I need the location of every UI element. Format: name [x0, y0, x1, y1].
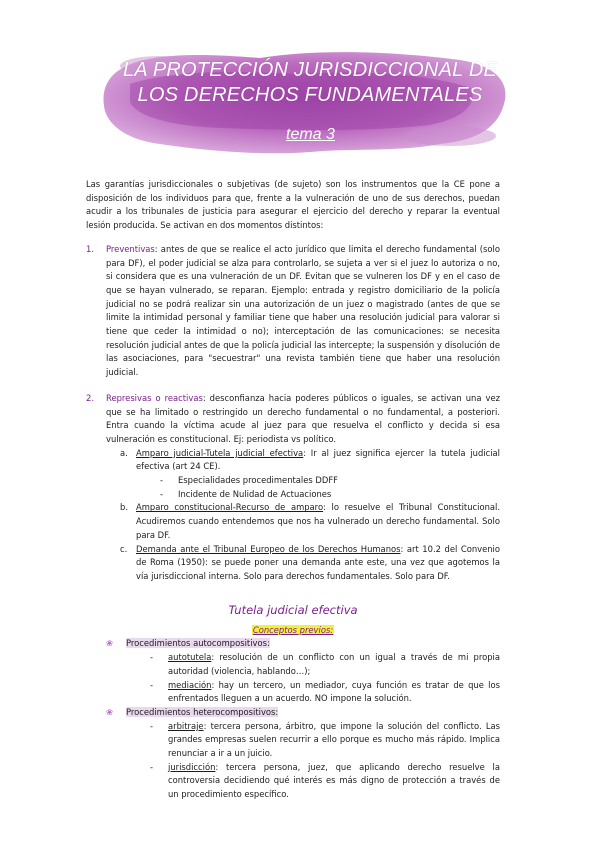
dash-bullet: -: [150, 652, 154, 663]
subitem-title: Amparo constitucional-Recurso de amparo: [136, 502, 324, 513]
dash-bullet: -: [160, 475, 164, 486]
item-text: : antes de que se realice el acto jurídico que limita el derecho fundamental (solo para DF), el poder judicial se alza para controlarlo, se sujeta a ver si el juez lo autoriza o no, si considera que es una vulneración de un DF. Evitan que se vulneren los DF y en el caso de que se hayan vulnerado, se reparan. Ejemplo: entrada y registro domiciliario de la policía judicial no se podrá realizar sin una autorización de un juez o magistrado (antes de que se limite la intimidad personal y familiar tiene que haber una resolución judicial para valorar si tiene que ceder la intimidad o no); interceptación de las comunicaciones: se necesita resolución judicial antes de que la policía judicial las intercepte; la suspensión y disolución de las asociaciones, para "secuestrar" una revista también tiene que haber una resolución judicial.: [106, 243, 500, 378]
subitem-title: Demanda ante el Tribunal Europeo de los Derechos Humanos: [136, 543, 401, 554]
procedure-entry: [86, 679, 500, 706]
title-line-2: LOS DERECHOS FUNDAMENTALES: [137, 84, 483, 106]
procedure-text: : tercera persona, árbitro, que impone la solución del conflicto. Las grandes empresas suelen recurrir a ello porque es mucho más rápido. Implica renunciar a ir a un juicio.: [168, 720, 500, 759]
dash-bullet: -: [150, 720, 154, 731]
dash-item: [86, 488, 500, 502]
list-number: 2.: [86, 392, 94, 403]
procedure-group-heading: [86, 706, 500, 720]
procedure-text: : tercera persona, juez, que aplicando derecho resuelve la controversia decidiendo qué interés es más digno de protección a través de un procedimiento específico.: [168, 761, 500, 800]
previous-concepts-heading: [86, 624, 500, 638]
list-number: 1.: [86, 243, 94, 254]
subitem-text: : Ir al juez significa ejercer la tutela judicial efectiva (art 24 CE).: [136, 447, 500, 472]
procedure-text: : hay un tercero, un mediador, cuya función es tratar de que los enfrentados lleguen a un acuerdo. NO impone la solución.: [168, 679, 500, 704]
title-line-1: LA PROTECCIÓN JURISDICCIONAL DE: [122, 59, 498, 81]
list-item-represivas: [86, 392, 500, 447]
subitem-text: : lo resuelve el Tribunal Constitucional. Acudiremos cuando entendemos que nos ha vulnerado un derecho fundamental. Solo para DF.: [136, 502, 501, 540]
procedure-term: arbitraje: [168, 720, 204, 731]
subitem-amparo-constitucional: [86, 501, 500, 542]
flower-icon: ❀: [106, 638, 114, 649]
subitem-letter: a.: [120, 447, 128, 458]
procedure-term: mediación: [168, 679, 212, 690]
procedure-title: Procedimientos autocompositivos:: [126, 638, 270, 649]
document-body: [86, 178, 500, 802]
procedure-text: : resolución de un conflicto con un igual a través de mi propia autoridad (violencia, hablando…);: [168, 652, 500, 676]
procedure-term: autotutela: [168, 652, 212, 663]
procedure-entry: [86, 720, 500, 761]
item-text: : desconfianza hacia poderes públicos o iguales, se activan una vez que se ha limitado o restringido un derecho fundamental o no fundamental, a posteriori. Entra cuando la víctima acude al juez para que resuelva el conflicto y decida si esa vulneración es constitucional. Ej: periodista vs político.: [106, 392, 500, 444]
procedure-title: Procedimientos heterocompositivos:: [126, 706, 279, 717]
procedure-group-heading: [86, 637, 500, 651]
page-title: [100, 58, 520, 108]
list-item-preventivas: [86, 243, 500, 380]
dash-bullet: -: [150, 679, 154, 690]
item-keyword: Represivas o reactivas: [106, 392, 203, 403]
flower-icon: ❀: [106, 706, 114, 717]
intro-paragraph: Las garantías jurisdiccionales o subjetivas (de sujeto) son los instrumentos que la CE pone a disposición de los individuos para que, frente a la vulneración de uno de sus derechos, puedan acudir a los tribunales de justicia para asegurar el ejercicio del derecho y reparar la eventual lesión producida. Se activan en dos momentos distintos:: [86, 179, 500, 231]
procedure-term: jurisdicción: [168, 761, 216, 772]
dash-bullet: -: [160, 488, 164, 499]
item-keyword: Preventivas: [106, 243, 155, 254]
subitem-title: Amparo judicial-Tutela judicial efectiva: [136, 447, 304, 458]
subitem-demanda-tedh: [86, 543, 500, 584]
page-subtitle: tema 3: [286, 126, 335, 143]
dash-text: Especialidades procedimentales DDFF: [178, 475, 338, 486]
dash-text: Incidente de Nulidad de Actuaciones: [178, 488, 332, 499]
section-title: Tutela judicial efectiva: [228, 602, 358, 617]
previous-concepts-label: Conceptos previos:: [252, 624, 334, 635]
subitem-amparo-judicial: [86, 447, 500, 474]
subitem-text: : art 10.2 del Convenio de Roma (1950): se puede poner una demanda ante este, una vez que agotemos la vía jurisdiccional interna. Solo para derechos fundamentales. Solo para DF.: [136, 543, 501, 581]
dash-bullet: -: [150, 761, 154, 772]
subitem-letter: b.: [120, 502, 128, 513]
subitem-letter: c.: [120, 543, 128, 554]
procedure-entry: [86, 761, 500, 802]
dash-item: [86, 474, 500, 488]
procedure-entry: [86, 651, 500, 678]
